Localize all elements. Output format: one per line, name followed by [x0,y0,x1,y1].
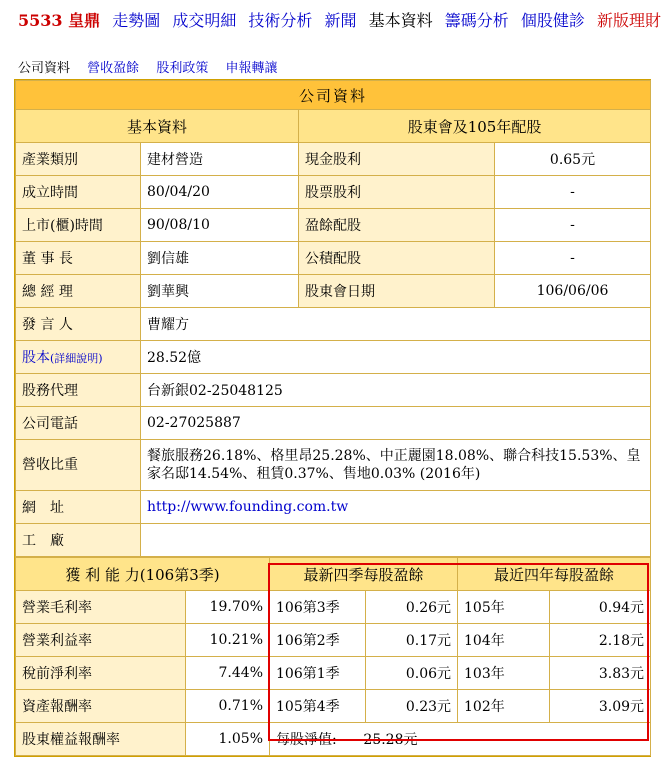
reserve-share-label: 公積配股 [299,242,495,275]
eps-year-value: 2.18元 [550,624,651,657]
speaker-value: 曹耀方 [141,308,651,341]
stock-dividend-label: 股票股利 [299,176,495,209]
table-row [16,624,651,657]
website-link[interactable]: http://www.founding.com.tw [147,499,349,515]
founded-label: 成立時間 [16,176,141,209]
subnav-dividend[interactable]: 股利政策 [156,61,209,76]
pretax-margin-label: 稅前淨利率 [16,657,186,690]
table-row [16,176,651,209]
earnings-share-label: 盈餘配股 [299,209,495,242]
agent-value: 台新銀02-25048125 [141,374,651,407]
roe-value: 1.05% [186,723,270,756]
basic-info-header: 基本資料 [16,110,299,143]
factory-value [141,524,651,557]
book-value-label: 每股淨值: [276,732,337,748]
industry-value: 建材營造 [141,143,299,176]
eps-quarter-period: 106第3季 [270,591,366,624]
subnav-company-info: 公司資料 [18,61,71,76]
meeting-date-value: 106/06/06 [495,275,651,308]
cash-dividend-label: 現金股利 [299,143,495,176]
nav-chart[interactable]: 走勢圖 [112,11,161,30]
eps-quarter-value: 0.26元 [366,591,458,624]
table-row [16,209,651,242]
nav-new-finance[interactable]: 新版理財 [596,11,661,30]
panel-title: 公司資料 [16,81,651,110]
table-row [16,591,651,624]
capital-value: 28.52億 [141,341,651,374]
roa-label: 資產報酬率 [16,690,186,723]
factory-label: 工 廠 [16,524,141,557]
nav-technical[interactable]: 技術分析 [248,11,313,30]
table-row [16,440,651,491]
operating-margin-value: 10.21% [186,624,270,657]
roe-label: 股東權益報酬率 [16,723,186,756]
earnings-table [15,557,651,756]
dividend-header: 股東會及105年配股 [299,110,651,143]
stock-name: 5533 皇鼎 [18,11,101,30]
table-row [16,143,651,176]
gross-margin-label: 營業毛利率 [16,591,186,624]
table-row [16,407,651,440]
revenue-mix-value: 餐旅服務26.18%、格里昂25.28%、中正麗園18.08%、聯合科技15.53%、皇家名邸14.54%、租賃0.37%、售地0.03% (2016年) [141,440,651,491]
table-row [16,308,651,341]
eps-year-period: 102年 [458,690,550,723]
quarterly-eps-header: 最新四季每股盈餘 [270,558,458,591]
subnav-revenue[interactable]: 營收盈餘 [87,61,140,76]
capital-link[interactable]: 股本 [22,350,50,366]
table-row [16,341,651,374]
eps-year-period: 104年 [458,624,550,657]
stock-dividend-value: - [495,176,651,209]
table-row [16,275,651,308]
gm-value: 劉華興 [141,275,299,308]
eps-quarter-period: 106第2季 [270,624,366,657]
eps-quarter-period: 105第4季 [270,690,366,723]
eps-year-period: 103年 [458,657,550,690]
pretax-margin-value: 7.44% [186,657,270,690]
founded-value: 80/04/20 [141,176,299,209]
listing-label: 上市(櫃)時間 [16,209,141,242]
listing-value: 90/08/10 [141,209,299,242]
table-row [16,242,651,275]
eps-quarter-value: 0.17元 [366,624,458,657]
capital-detail-link[interactable]: (詳細說明) [50,352,103,365]
reserve-share-value: - [495,242,651,275]
subnav-transfer[interactable]: 申報轉讓 [225,61,278,76]
yearly-eps-header: 最近四年每股盈餘 [458,558,651,591]
nav-chips[interactable]: 籌碼分析 [444,11,509,30]
revenue-mix-label: 營收比重 [16,440,141,491]
eps-quarter-value: 0.23元 [366,690,458,723]
table-row [16,690,651,723]
company-info-panel [14,79,651,757]
table-row [16,723,651,756]
table-row [16,374,651,407]
top-navigation [18,8,661,30]
eps-quarter-value: 0.06元 [366,657,458,690]
nav-trade-detail[interactable]: 成交明細 [172,11,237,30]
book-value-value: 25.28元 [363,732,418,748]
website-label: 網 址 [16,491,141,524]
operating-margin-label: 營業利益率 [16,624,186,657]
company-info-table [15,80,651,557]
sub-navigation [18,57,290,76]
chairman-value: 劉信雄 [141,242,299,275]
gross-margin-value: 19.70% [186,591,270,624]
phone-value: 02-27025887 [141,407,651,440]
eps-year-value: 3.09元 [550,690,651,723]
speaker-label: 發 言 人 [16,308,141,341]
industry-label: 產業類別 [16,143,141,176]
table-row [16,524,651,557]
website-cell [141,491,651,524]
cash-dividend-value: 0.65元 [495,143,651,176]
agent-label: 股務代理 [16,374,141,407]
profitability-header: 獲 利 能 力(106第3季) [16,558,270,591]
eps-quarter-period: 106第1季 [270,657,366,690]
eps-year-value: 3.83元 [550,657,651,690]
chairman-label: 董 事 長 [16,242,141,275]
eps-year-period: 105年 [458,591,550,624]
roa-value: 0.71% [186,690,270,723]
nav-health[interactable]: 個股健診 [520,11,585,30]
table-row [16,491,651,524]
eps-year-value: 0.94元 [550,591,651,624]
nav-news[interactable]: 新聞 [324,11,357,30]
book-value-cell [270,723,651,756]
capital-label-cell [16,341,141,374]
table-row [16,657,651,690]
phone-label: 公司電話 [16,407,141,440]
earnings-share-value: - [495,209,651,242]
gm-label: 總 經 理 [16,275,141,308]
meeting-date-label: 股東會日期 [299,275,495,308]
nav-basic-info: 基本資料 [368,11,433,30]
